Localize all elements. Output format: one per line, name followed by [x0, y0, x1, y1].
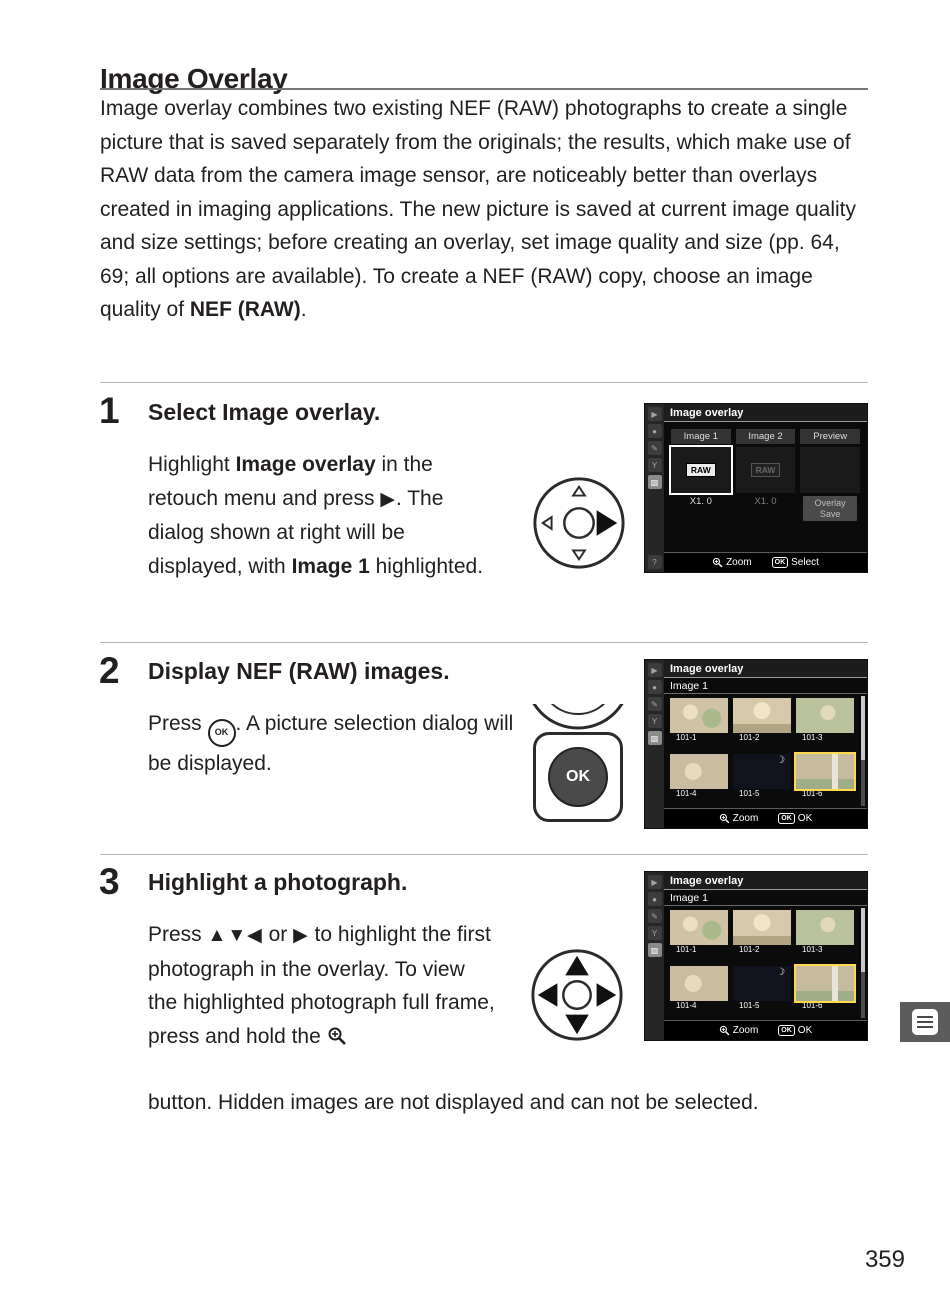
- picker-subtitle: Image 1: [664, 678, 867, 694]
- step3-heading: Highlight a photograph.: [148, 869, 408, 895]
- overlay-column-preview: [800, 429, 860, 549]
- lcd-footer: [664, 1020, 867, 1040]
- thumbnail-label: 101-1: [676, 733, 697, 742]
- custom-menu-icon: ✎: [648, 909, 662, 923]
- thumbnail-image: [670, 698, 728, 733]
- page-title: Image Overlay: [100, 62, 288, 94]
- lcd-title: Image overlay: [664, 404, 867, 422]
- ok-button-icon: OK: [208, 719, 236, 747]
- thumbnail-cell: [670, 966, 728, 1020]
- thumbnail-image: [796, 910, 854, 945]
- thumbnail-grid: [664, 906, 867, 1020]
- custom-menu-icon: ✎: [648, 441, 662, 455]
- gain-value-dim: X1. 0: [754, 496, 777, 507]
- thumbnail-label: 101-4: [676, 1000, 697, 1010]
- thumbnail-cell-highlighted: [796, 754, 854, 808]
- shooting-menu-icon: ●: [648, 892, 662, 906]
- thumbnail-cell: [670, 754, 728, 808]
- thumbnail-cell: [733, 910, 791, 964]
- step2-text: Press: [148, 712, 208, 735]
- setup-menu-icon: Y: [648, 714, 662, 728]
- thumbnail-image: [670, 910, 728, 945]
- thumbnail-cell: [670, 698, 728, 752]
- overlay-grid: [664, 422, 867, 552]
- step1-text: in the retouch menu and press: [148, 453, 433, 510]
- ok-action-label: OK: [797, 1025, 813, 1036]
- step3-text: or: [262, 923, 294, 946]
- zoom-in-icon: [712, 557, 723, 568]
- lcd-main-area: [664, 660, 867, 828]
- retouch-menu-icon: ▨: [648, 475, 662, 489]
- thumbnail-cell: [733, 698, 791, 752]
- overlay-column-image1: [671, 429, 731, 549]
- ok-action-label: Select: [791, 557, 819, 568]
- step1-text: Highlight: [148, 453, 236, 476]
- title-rule: [100, 88, 868, 90]
- menu-icon: [912, 1009, 938, 1035]
- thumbnail-cell: [733, 966, 791, 1020]
- step3-number: 3: [99, 861, 120, 902]
- ok-key-icon: OK: [778, 813, 795, 824]
- intro-paragraph: [100, 92, 872, 327]
- step2-body: [148, 707, 520, 780]
- zoom-hint: [712, 557, 752, 568]
- lcd-screen-picker-2: [645, 872, 867, 1040]
- ok-hint: [772, 557, 819, 568]
- thumbnail-image: [733, 754, 791, 789]
- step3-divider: [100, 854, 868, 855]
- custom-menu-icon: ✎: [648, 697, 662, 711]
- retouch-menu-icon: ▨: [648, 943, 662, 957]
- lcd-menu-sidebar: [645, 660, 664, 828]
- zoom-label: Zoom: [732, 1025, 759, 1036]
- zoom-in-icon: [719, 1025, 730, 1036]
- scrollbar: [861, 908, 865, 1018]
- lcd-screen-overlay-dialog: [645, 404, 867, 572]
- help-icon: ?: [648, 555, 662, 569]
- step1-body: [148, 448, 493, 583]
- thumbnail-label: 101-4: [676, 788, 697, 798]
- thumbnail-image: [733, 966, 791, 1001]
- scrollbar: [861, 696, 865, 806]
- thumbnail-cell: [733, 754, 791, 808]
- step1-divider: [100, 382, 868, 383]
- thumbnail-label: 101-5: [739, 1000, 760, 1010]
- thumbnail-cell: [796, 698, 854, 752]
- step3-body: [148, 918, 498, 1053]
- multi-selector-right-icon: ▶: [380, 488, 396, 510]
- ok-key-icon: OK: [778, 1025, 795, 1036]
- setup-menu-icon: Y: [648, 926, 662, 940]
- preview-slot: [800, 447, 860, 493]
- thumbnail-image: [733, 698, 791, 733]
- lcd-screen-picker-1: [645, 660, 867, 828]
- lcd-menu-sidebar: [645, 872, 664, 1040]
- section-tab: [900, 1002, 950, 1042]
- thumbnail-image: [796, 698, 854, 733]
- moon-icon: ☽: [776, 754, 785, 766]
- thumbnail-image: [670, 754, 728, 789]
- multi-selector-right-icon: ▶: [293, 925, 309, 946]
- step1-bold-image-overlay: Image overlay: [235, 453, 376, 476]
- lcd-title: Image overlay: [664, 872, 867, 890]
- ok-hint: [778, 1025, 812, 1036]
- step3-text: to highlight the first photograph in the overlay. To view the highlighted photograph full frame, press and hold the: [148, 923, 495, 1048]
- thumbnail-label: 101-1: [676, 945, 697, 954]
- lcd-main-area: [664, 872, 867, 1040]
- multi-selector-icon: [528, 946, 626, 1044]
- step1-text: highlighted.: [369, 554, 484, 578]
- lcd-main-area: [664, 404, 867, 572]
- gain-value: X1. 0: [689, 496, 712, 507]
- zoom-label: Zoom: [732, 813, 759, 824]
- intro-bold-nef-raw: NEF (RAW): [189, 298, 301, 321]
- ok-button: [548, 747, 608, 807]
- setup-menu-icon: Y: [648, 458, 662, 472]
- thumbnail-label: 101-2: [739, 945, 760, 954]
- zoom-hint: [719, 1025, 759, 1036]
- column-header: Image 1: [671, 429, 731, 444]
- thumbnail-label: 101-2: [739, 733, 760, 742]
- playback-icon: ▶: [648, 663, 662, 677]
- step2-divider: [100, 642, 868, 643]
- ok-button-housing: [533, 732, 623, 822]
- thumbnail-cell: [796, 910, 854, 964]
- picker-subtitle: Image 1: [664, 890, 867, 906]
- thumbnail-label: 101-3: [802, 945, 823, 954]
- lcd-title: Image overlay: [664, 660, 867, 678]
- step2-number: 2: [99, 650, 120, 691]
- step3-body-continued: button. Hidden images are not displayed and can not be selected.: [148, 1091, 759, 1114]
- raw-badge-dim: RAW: [751, 463, 781, 477]
- column-header: Image 2: [736, 429, 796, 444]
- multi-selector-bottom-arc: [532, 704, 624, 732]
- playback-icon: ▶: [648, 407, 662, 421]
- overlay-save-chip: Overlay Save: [803, 496, 857, 521]
- step1-number: 1: [99, 390, 120, 431]
- ok-button-label: OK: [566, 768, 590, 785]
- thumbnail-cell: [670, 910, 728, 964]
- zoom-in-icon: [719, 813, 730, 824]
- page-number: 359: [864, 1246, 905, 1273]
- thumbnail-image: [733, 910, 791, 945]
- image2-slot: [736, 447, 796, 493]
- thumbnail-image: [670, 966, 728, 1001]
- raw-badge: RAW: [686, 463, 716, 477]
- ok-hint: [778, 813, 812, 824]
- retouch-menu-icon: ▨: [648, 731, 662, 745]
- multi-selector-icon: [530, 474, 628, 572]
- thumbnail-image: [796, 966, 854, 1001]
- thumbnail-label: 101-5: [739, 788, 760, 798]
- moon-icon: ☽: [776, 966, 785, 978]
- ok-action-label: OK: [797, 813, 813, 824]
- zoom-in-button-icon: [327, 1023, 347, 1043]
- overlay-column-image2: [736, 429, 796, 549]
- multi-selector-arrows-icon: ▲▼◀: [207, 925, 263, 946]
- step1-bold-image-1: Image 1: [291, 554, 370, 578]
- zoom-label: Zoom: [726, 557, 752, 568]
- step2-heading: Display NEF (RAW) images.: [148, 658, 450, 684]
- lcd-footer: [664, 552, 867, 572]
- shooting-menu-icon: ●: [648, 424, 662, 438]
- intro-text-end: .: [300, 298, 307, 321]
- image1-slot-selected: [671, 447, 731, 493]
- playback-icon: ▶: [648, 875, 662, 889]
- thumbnail-cell-highlighted: [796, 966, 854, 1020]
- column-header: Preview: [800, 429, 860, 444]
- intro-text: Image overlay combines two existing NEF (RAW) photographs to create a single picture that is saved separately from the originals; the results, which make use of RAW data from the camera image sensor, are noticeably better than overlays created in imaging applications. The new picture is saved at current image quality and size settings; before creating an overlay, set image quality and size (pp. 64, 69; all options are available). To create a NEF (RAW) copy, choose an image quality of: [100, 97, 857, 321]
- thumbnail-label: 101-3: [802, 733, 823, 742]
- thumbnail-image: [796, 754, 854, 789]
- step1-heading: Select Image overlay.: [148, 399, 381, 425]
- thumbnail-label: 101-6: [802, 1000, 823, 1010]
- shooting-menu-icon: ●: [648, 680, 662, 694]
- thumbnail-grid: [664, 694, 867, 808]
- ok-key-icon: OK: [772, 557, 789, 568]
- lcd-footer: [664, 808, 867, 828]
- step2-text: . A picture selection dialog will be displayed.: [148, 712, 514, 775]
- step1-text: . The dialog shown at right will be displayed, with: [148, 486, 444, 578]
- zoom-hint: [719, 813, 759, 824]
- lcd-menu-sidebar: [645, 404, 664, 572]
- step3-text: Press: [148, 923, 208, 946]
- thumbnail-label: 101-6: [802, 788, 823, 798]
- ok-button-graphic: [532, 704, 624, 822]
